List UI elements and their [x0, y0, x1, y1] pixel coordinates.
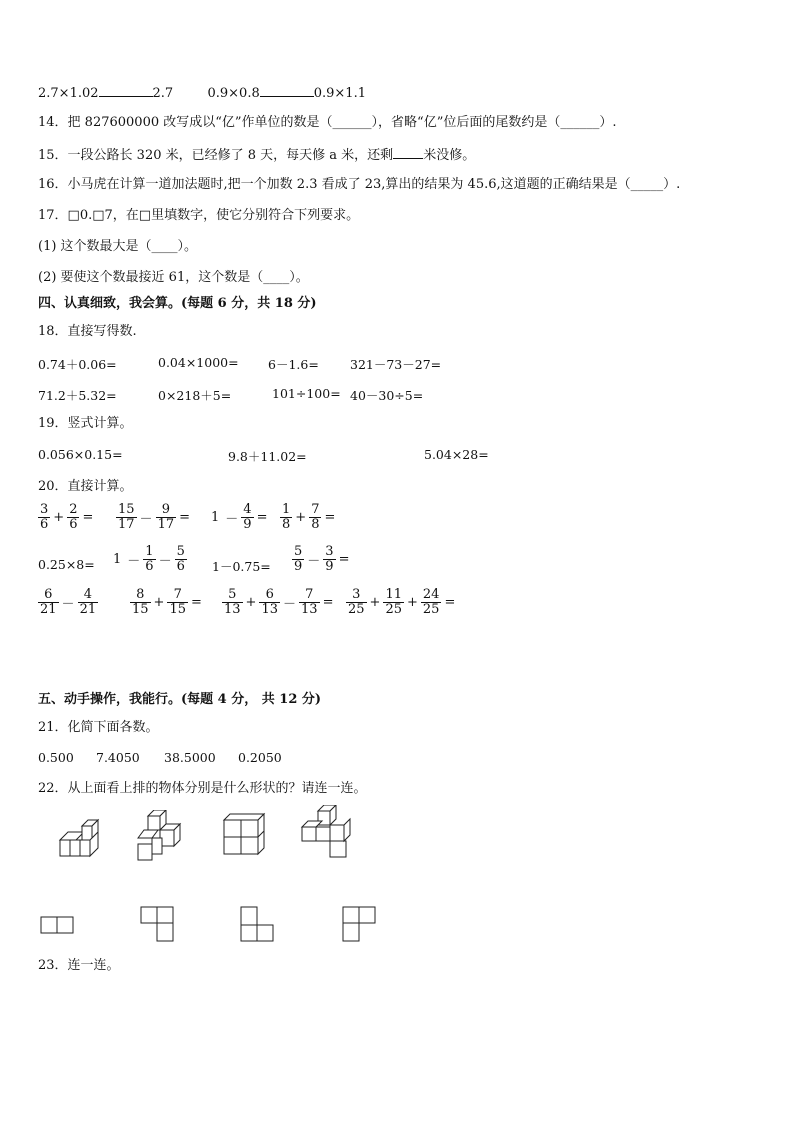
q19-item: 5.04×28= — [424, 447, 489, 462]
q15-blank[interactable] — [393, 146, 423, 159]
top-view-shape-1[interactable] — [40, 916, 76, 936]
top-view-shape-3[interactable] — [240, 906, 276, 944]
q20-expr: 1－0.75= — [212, 559, 271, 574]
q18-item: 321－73－27= — [350, 357, 442, 372]
q13-expr-3: 0.9×0.8 — [207, 86, 260, 101]
q20-expr: $\frac{8}{15}$ + $\frac{7}{15}$ = — [132, 587, 202, 617]
q16: 16．小马虎在计算一道加法题时,把一个加数 2.3 看成了 23,算出的结果为 45.6,这道题的正确结果是（_____）. — [38, 177, 681, 192]
top-view-shape-2[interactable] — [140, 906, 176, 944]
q18-item: 0.74＋0.06= — [38, 357, 117, 372]
q18-item: 0×218＋5= — [158, 388, 232, 403]
q17-part-1: (1) 这个数最大是（____）。 — [38, 239, 198, 254]
top-view-shape-4[interactable] — [342, 906, 378, 944]
q18-item: 6－1.6= — [268, 357, 319, 372]
q21-item: 0.500 — [38, 750, 74, 765]
q19-item: 9.8＋11.02= — [228, 449, 307, 464]
q20-expr: $\frac{3}{25}$ + $\frac{11}{25}$ + $\frac{24}{25}$ = — [348, 587, 456, 617]
q14-text: 把 827600000 改写成以“亿”作单位的数是（______），省略“亿”位后面的尾数约是（______）. — [67, 115, 617, 130]
q13-line — [38, 84, 366, 102]
q13-expr-4: 0.9×1.1 — [313, 86, 366, 101]
section-4-heading: 四、认真细致，我会算。(每题 6 分，共 18 分) — [38, 296, 317, 311]
q20-expr: $\frac{3}{6}$ + $\frac{2}{6}$ = — [40, 502, 94, 532]
q13-blank-1[interactable] — [99, 84, 153, 97]
q20-expr: $\frac{15}{17}$ － $\frac{9}{17}$ = — [118, 502, 191, 532]
q18-title: 18．直接写得数. — [38, 324, 137, 339]
section-5-heading: 五、动手操作，我能行。(每题 4 分， 共 12 分) — [38, 692, 322, 707]
q18-item: 40－30÷5= — [350, 388, 424, 403]
q20-expr: $\frac{1}{8}$ + $\frac{7}{8}$ = — [282, 502, 336, 532]
q20-expr: 1 － $\frac{1}{6}$ － $\frac{5}{6}$ — [113, 544, 185, 574]
q13-expr-2: 2.7 — [152, 86, 174, 101]
q14: 14．把 827600000 改写成以“亿”作单位的数是（______），省略“亿”位后面的尾数约是（______）. — [38, 115, 617, 130]
q18-item: 0.04×1000= — [158, 355, 239, 370]
q17: 17．□0.□7，在□里填数字，使它分别符合下列要求。 — [38, 208, 360, 223]
q21-title: 21．化简下面各数。 — [38, 720, 159, 735]
q20-expr: $\frac{6}{21}$ － $\frac{4}{21}$ — [40, 587, 97, 617]
q16-text: 小马虎在计算一道加法题时,把一个加数 2.3 看成了 23,算出的结果为 45.6,这道题的正确结果是（_____）. — [67, 177, 681, 192]
q13-expr-1: 2.7×1.02 — [38, 86, 99, 101]
q22-title: 22．从上面看上排的物体分别是什么形状的？请连一连。 — [38, 781, 367, 796]
q23-title: 23．连一连。 — [38, 958, 120, 973]
cube-stack-figure-2[interactable] — [136, 810, 186, 862]
q20-expr: $\frac{5}{9}$ － $\frac{3}{9}$ = — [294, 544, 350, 574]
q21-item: 0.2050 — [238, 750, 282, 765]
q18-item: 71.2＋5.32= — [38, 388, 117, 403]
q13-blank-2[interactable] — [260, 84, 314, 97]
q19-item: 0.056×0.15= — [38, 447, 123, 462]
q19-title: 19．竖式计算。 — [38, 416, 133, 431]
q17-part-2: (2) 要使这个数最接近 61，这个数是（____）。 — [38, 270, 309, 285]
cube-stack-figure-4[interactable] — [300, 805, 354, 859]
q20-title: 20．直接计算。 — [38, 479, 133, 494]
cube-stack-figure-3[interactable] — [220, 812, 268, 858]
q20-expr: $\frac{5}{13}$ + $\frac{6}{13}$ － $\frac{7}{13}$ = — [224, 587, 334, 617]
q21-item: 7.4050 — [96, 750, 140, 765]
q20-expr: 1 － $\frac{4}{9}$ = — [211, 502, 268, 532]
q15: 15．一段公路长 320 米，已经修了 8 天，每天修 a 米，还剩 米没修。 — [38, 148, 476, 163]
q20-expr: 0.25×8= — [38, 557, 95, 572]
q21-item: 38.5000 — [164, 750, 216, 765]
cube-stack-figure-1[interactable] — [56, 818, 106, 860]
q18-item: 101÷100= — [272, 386, 341, 401]
